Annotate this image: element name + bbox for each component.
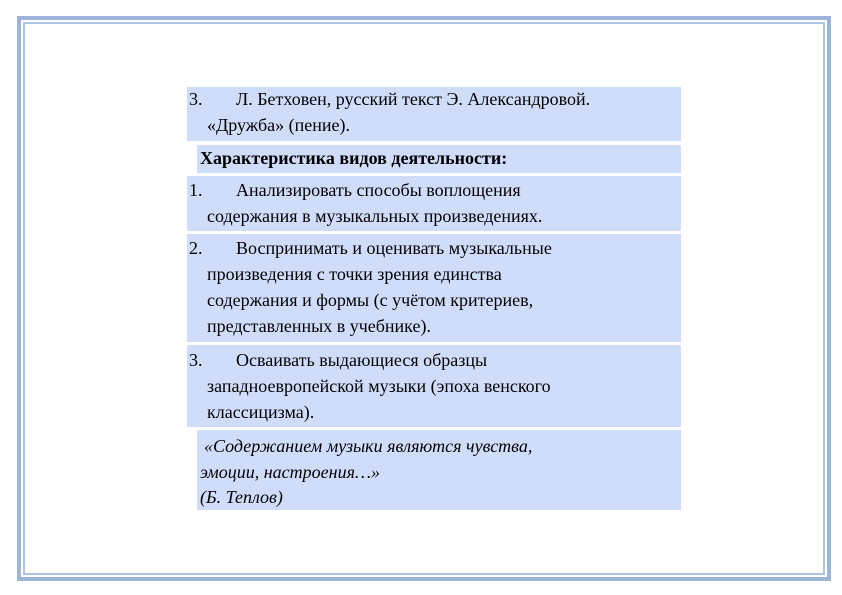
list-item-line: классицизма). [207, 402, 315, 422]
list-number: 1. [189, 180, 203, 200]
list-item-line: «Дружба» (пение). [207, 115, 351, 135]
section-heading: Характеристика видов деятельности: [197, 145, 681, 173]
list-item-line: Воспринимать и оценивать музыкальные [236, 238, 552, 258]
list-number: 3. [189, 350, 203, 370]
list-number: 3. [189, 89, 203, 109]
quote-author: (Б. Теплов) [200, 487, 283, 507]
list-item-line: западноевропейской музыки (эпоха венского [207, 376, 551, 396]
list-item-line: содержания в музыкальных произведениях. [207, 206, 543, 226]
quote-line: эмоции, настроения…» [200, 462, 380, 482]
list-item-line: произведения с точки зрения единства [207, 264, 502, 284]
list-number: 2. [189, 238, 203, 258]
list-item [187, 87, 681, 141]
list-item-line: Л. Бетховен, русский текст Э. Александровой. [236, 89, 591, 109]
list-item-line: содержания и формы (с учётом критериев, [207, 290, 534, 310]
list-item-line: представленных в учебнике). [207, 316, 431, 336]
list-item [187, 176, 681, 231]
list-item-line: Анализировать способы воплощения [236, 180, 521, 200]
list-item [187, 234, 681, 342]
list-item-line: Осваивать выдающиеся образцы [236, 350, 488, 370]
quote-line: «Содержанием музыки являются чувства, [204, 436, 533, 456]
quote-block [197, 430, 681, 510]
list-item [187, 345, 681, 427]
